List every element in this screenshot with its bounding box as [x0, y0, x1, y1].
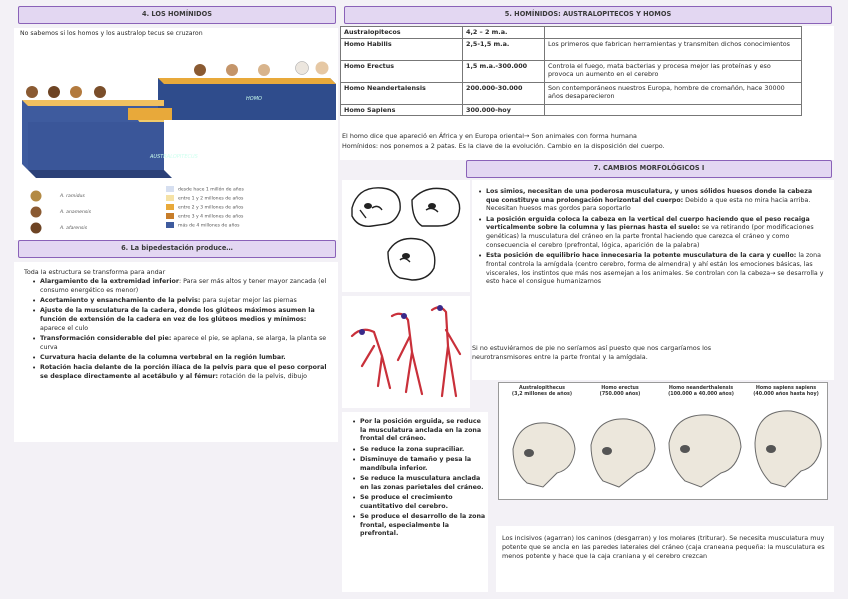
section-5-panel: [340, 26, 834, 160]
table-row: Homo Habilis 2,5-1,5 m.a. Los primeros que fabrican herramientas y transmiten dichos conocimientos: [341, 38, 802, 60]
table-row: Homo Neandertalensis 200.000-30.000 Son contemporáneos nuestros Europa, hombre de cromañón, hace 30000 años desaparecieron: [341, 82, 802, 104]
table-row: Homo Erectus 1,5 m.a.-300.000 Controla el fuego, mata bacterias y procesa mejor las proteínas y eso provoca un aumento en el cerebro: [341, 60, 802, 82]
table-row: Australopitecos 4,2 – 2 m.a.: [341, 27, 802, 39]
legend-species-1: A. ramidus: [60, 194, 85, 199]
list-item: • Por la posición erguida, se reduce la musculatura anclada en la zona frontal del cráneo.: [346, 418, 486, 444]
skull-label-1: Australopithecus (3,2 millones de años): [511, 386, 573, 397]
list-item: • Acortamiento y ensanchamiento de la pelvis: para sujetar mejor las piernas: [26, 297, 332, 306]
skulls-illustration: [342, 180, 470, 292]
skull-sapiens-icon: [755, 411, 821, 487]
section-6-panel: [14, 262, 338, 442]
section-4-panel: [14, 28, 338, 240]
section-5-note-1: El homo dice que apareció en África y en Europa oriental→ Son animales con forma humana: [342, 132, 637, 140]
section-5-note-2: Homínidos: nos ponemos a 2 patas. Es la clave de la evolución. Cambio en la disposición del cuerpo.: [342, 142, 665, 150]
section-6-header: 6. La bipedestación produce…: [18, 240, 336, 258]
section-7-footer: Si no estuviéramos de pie no seríamos así puesto que nos cargaríamos los neurotransmisores entre la parte frontal y la amígdala.: [472, 344, 712, 361]
legend-time-1: desde hace 1 millón de años: [166, 186, 244, 193]
morphological-changes-list: [472, 188, 824, 289]
skull-comparison: [498, 382, 828, 500]
legend-time-2: entre 1 y 2 millones de años: [166, 195, 243, 202]
skull-erectus-icon: [591, 419, 655, 487]
skull-label-4: Homo sapiens sapiens (40.000 años hasta hoy): [753, 386, 819, 397]
legend-time-5: más de 4 millones de años: [166, 222, 240, 229]
list-item: • Se produce el desarrollo de la zona frontal, especialmente la prefrontal.: [346, 513, 486, 539]
list-item: • Disminuye de tamaño y pesa la mandíbula inferior.: [346, 456, 486, 473]
table-row: Homo Sapiens 300.000-hoy: [341, 104, 802, 116]
list-item: • Esta posición de equilibrio hace innecesaria la potente musculatura de la cara y cuello: la zona frontal controla la amígdala (centro cerebro, forma de almendra) y ahí están los emociones básicas, las viscerales, los instintos que más nos asemejan a los animales. Se controlan con la cabeza→ se desarrolla y esto hace el consigue humanizarnos: [472, 252, 824, 287]
section-5-header: 5. HOMÍNIDOS: AUSTRALOPITECOS Y HOMOS: [344, 6, 832, 24]
skull-label-3: Homo neanderthalensis (100.000 a 40.000 años): [668, 386, 734, 397]
legend-time-3: entre 2 y 3 millones de años: [166, 204, 243, 211]
skull-neanderthal-icon: [669, 415, 741, 487]
legend-species-3: A. afarensis: [60, 226, 88, 231]
morphology-list: [346, 418, 486, 541]
list-item: • La posición erguida coloca la cabeza en la vertical del cuerpo haciendo que el peso recaiga verticalmente sobre la columna y las piernas hasta el suelo: se va retirando (por modificaciones genéticas) la musculatura del cráneo en la parte frontal haciendo que carezca el cráneo y como consecuencia el cerebro (prefrontal, lógica, aparición de la palabra): [472, 216, 824, 251]
legend-species-2: A. anamensis: [60, 210, 91, 215]
section-4-intro: No sabemos si los homos y los australop tecus se cruzaron: [20, 30, 203, 37]
diagram-label-australopitecus: AUSTRALOPITECUS: [150, 154, 198, 160]
section-8-panel: [342, 412, 488, 592]
list-item: • Los simios, necesitan de una poderosa musculatura, y unos sólidos huesos donde la cabeza que constituye una prolongación horizontal del cuerpo: Debido a que esta no mira hacia arriba. Necesitan huesos mas gordos para soportarlo: [472, 188, 824, 214]
list-item: • Alargamiento de la extremidad inferior: Para ser más altos y tener mayor zancada (el consumo energético es menor): [26, 278, 332, 295]
legend-time-4: entre 3 y 4 millones de años: [166, 213, 243, 220]
skull-label-2: Homo erectus (750.000 años): [599, 386, 641, 397]
list-item: • Se produce el crecimiento cuantitativo del cerebro.: [346, 494, 486, 511]
teeth-note: Los incisivos (agarran) los caninos (desgarran) y los molares (triturar). Se necesita musculatura muy potente que se ancla en las paredes laterales del cráneo (caja craneana pequeña: la musculatura es menos potente y hace que la caja craniana y el cerebro crezcan: [502, 534, 825, 560]
skeletons-illustration: [342, 296, 470, 408]
list-item: • Se reduce la musculatura anclada en las zonas parietales del cráneo.: [346, 475, 486, 492]
diagram-label-homo: HOMO: [246, 96, 262, 102]
section-4-header: 4. LOS HOMÍNIDOS: [18, 6, 336, 24]
section-7-panel: [472, 180, 834, 380]
list-item: • Curvatura hacia delante de la columna vertebral en la región lumbar.: [26, 354, 332, 363]
skull-australopithecus-icon: [513, 423, 575, 487]
list-item: • Rotación hacia delante de la porción ilíaca de la pelvis para que el peso corporal se desplace directamente al acetábulo y al fémur: rotación de la pelvis, dibujo: [26, 364, 332, 381]
bipedestation-list: [26, 278, 332, 383]
section-6-intro: Toda la estructura se transforma para andar: [24, 268, 166, 276]
list-item: • Transformación considerable del pie: aparece el pie, se aplana, se alarga, la planta se curva: [26, 335, 332, 352]
list-item: • Se reduce la zona supraciliar.: [346, 446, 486, 455]
hominids-table: [340, 26, 802, 116]
section-7-header: 7. CAMBIOS MORFOLÓGICOS I: [466, 160, 832, 178]
list-item: • Ajuste de la musculatura de la cadera, donde los glúteos máximos asumen la función de extensión de la cadera en vez de los glúteos medios y mínimos: aparece el culo: [26, 307, 332, 333]
teeth-note-panel: [496, 526, 834, 592]
